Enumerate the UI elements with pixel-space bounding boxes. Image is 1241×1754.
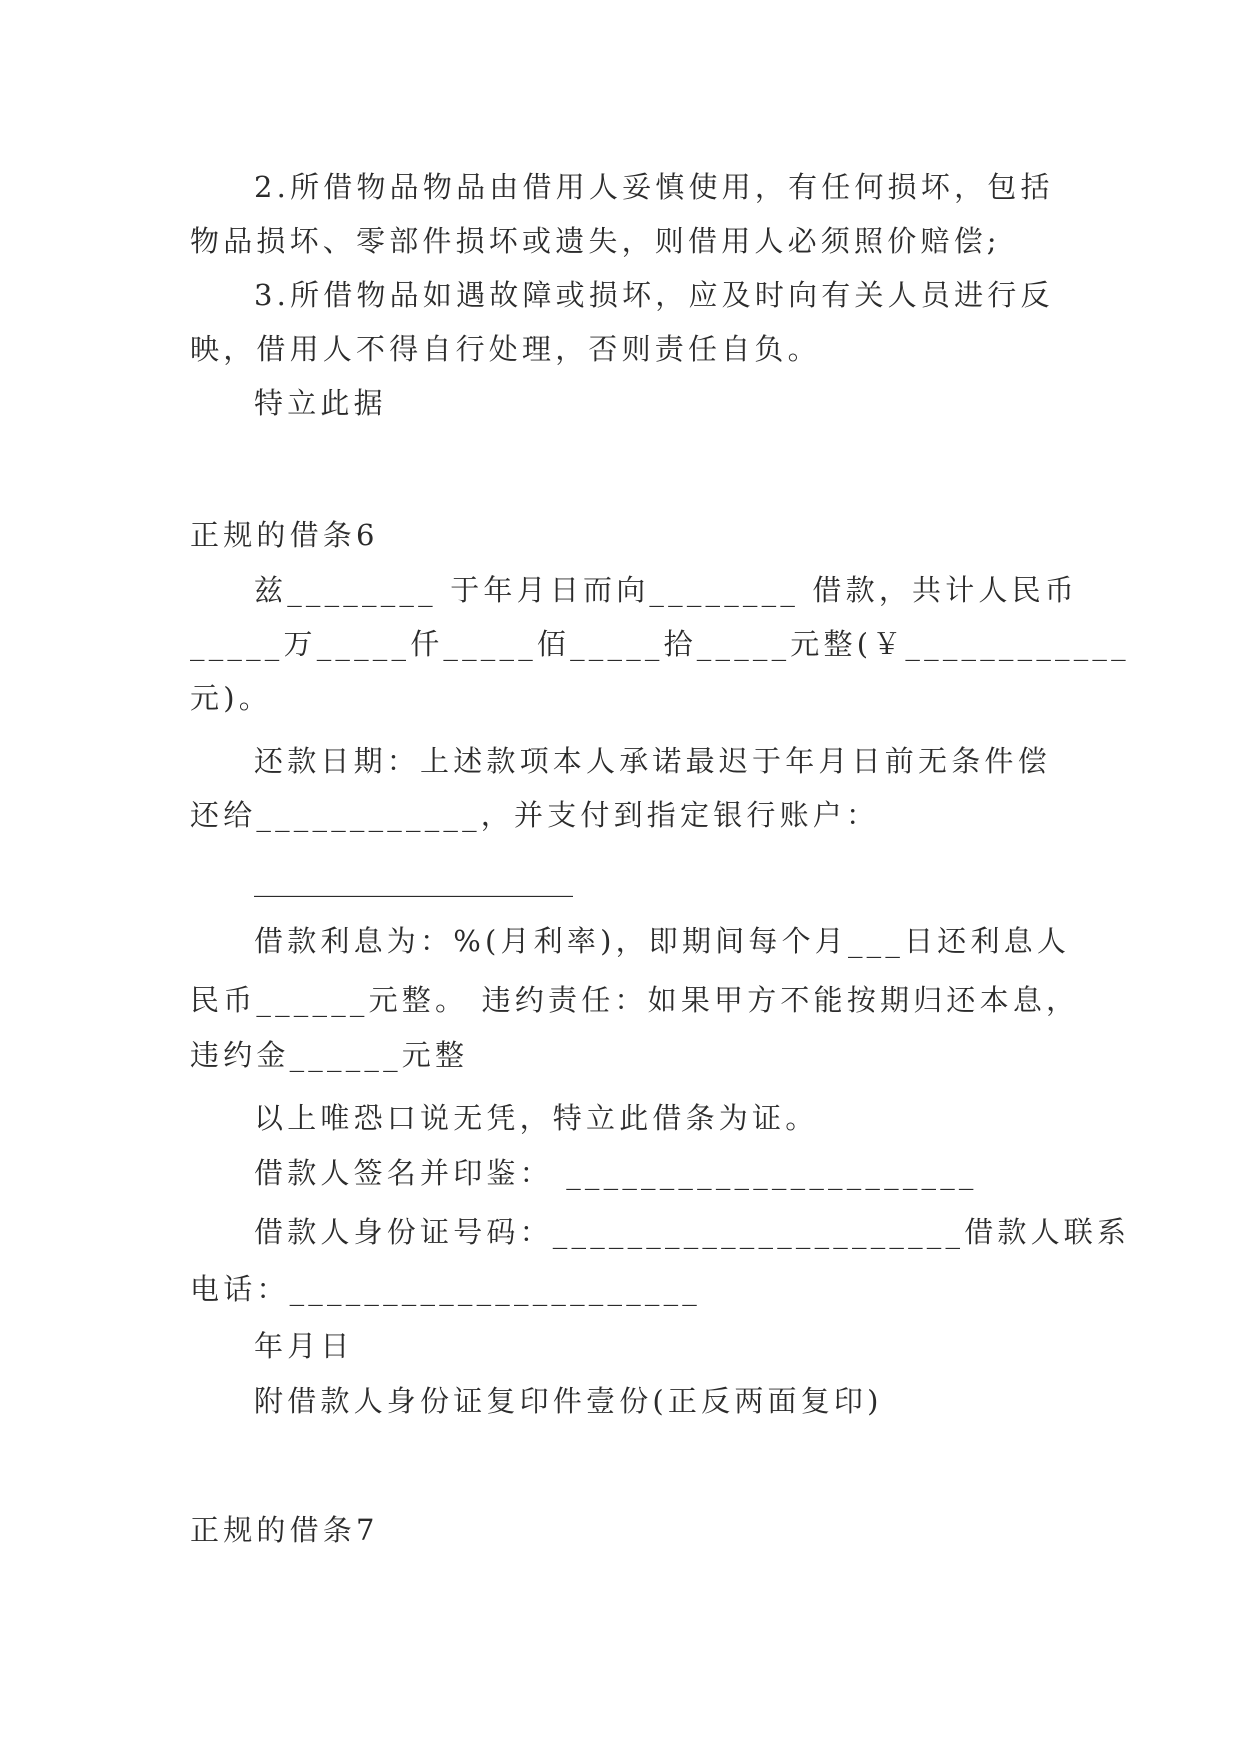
- closing-line: 特立此据: [254, 386, 387, 420]
- paragraph-line: 还款日期：上述款项本人承诺最迟于年月日前无条件偿: [254, 744, 1051, 778]
- blank-field-line: ______________________: [254, 863, 573, 897]
- date-line: 年月日: [254, 1329, 354, 1363]
- paragraph-line: 2.所借物品物品由借用人妥慎使用，有任何损坏，包括: [254, 170, 1054, 204]
- paragraph-line: 3.所借物品如遇故障或损坏，应及时向有关人员进行反: [254, 278, 1054, 312]
- section-heading: 正规的借条6: [190, 518, 379, 552]
- paragraph-line: 借款利息为：%(月利率)，即期间每个月___日还利息人: [254, 924, 1071, 958]
- paragraph-line: 映，借用人不得自行处理，否则责任自负。: [190, 332, 821, 366]
- id-number-line: 借款人身份证号码：______________________借款人联系: [254, 1215, 1131, 1249]
- paragraph-line: _____万_____仟_____佰_____拾_____元整(￥____________: [190, 627, 1130, 661]
- paragraph-line: 违约金______元整: [190, 1038, 469, 1072]
- paragraph-line: 还给____________，并支付到指定银行账户：: [190, 798, 880, 832]
- signature-line: 借款人签名并印鉴： ______________________: [254, 1156, 978, 1190]
- attachment-note: 附借款人身份证复印件壹份(正反两面复印): [254, 1384, 883, 1418]
- paragraph-line: 物品损坏、零部件损坏或遗失，则借用人必须照价赔偿;: [190, 224, 1001, 258]
- paragraph-line: 元)。: [190, 681, 272, 715]
- paragraph-line: 民币______元整。 违约责任：如果甲方不能按期归还本息，: [190, 983, 1080, 1017]
- phone-line: 电话：______________________: [190, 1272, 702, 1306]
- paragraph-line: 兹________ 于年月日而向________ 借款，共计人民币: [254, 573, 1079, 607]
- section-heading: 正规的借条7: [190, 1513, 379, 1547]
- paragraph-line: 以上唯恐口说无凭，特立此借条为证。: [254, 1101, 819, 1135]
